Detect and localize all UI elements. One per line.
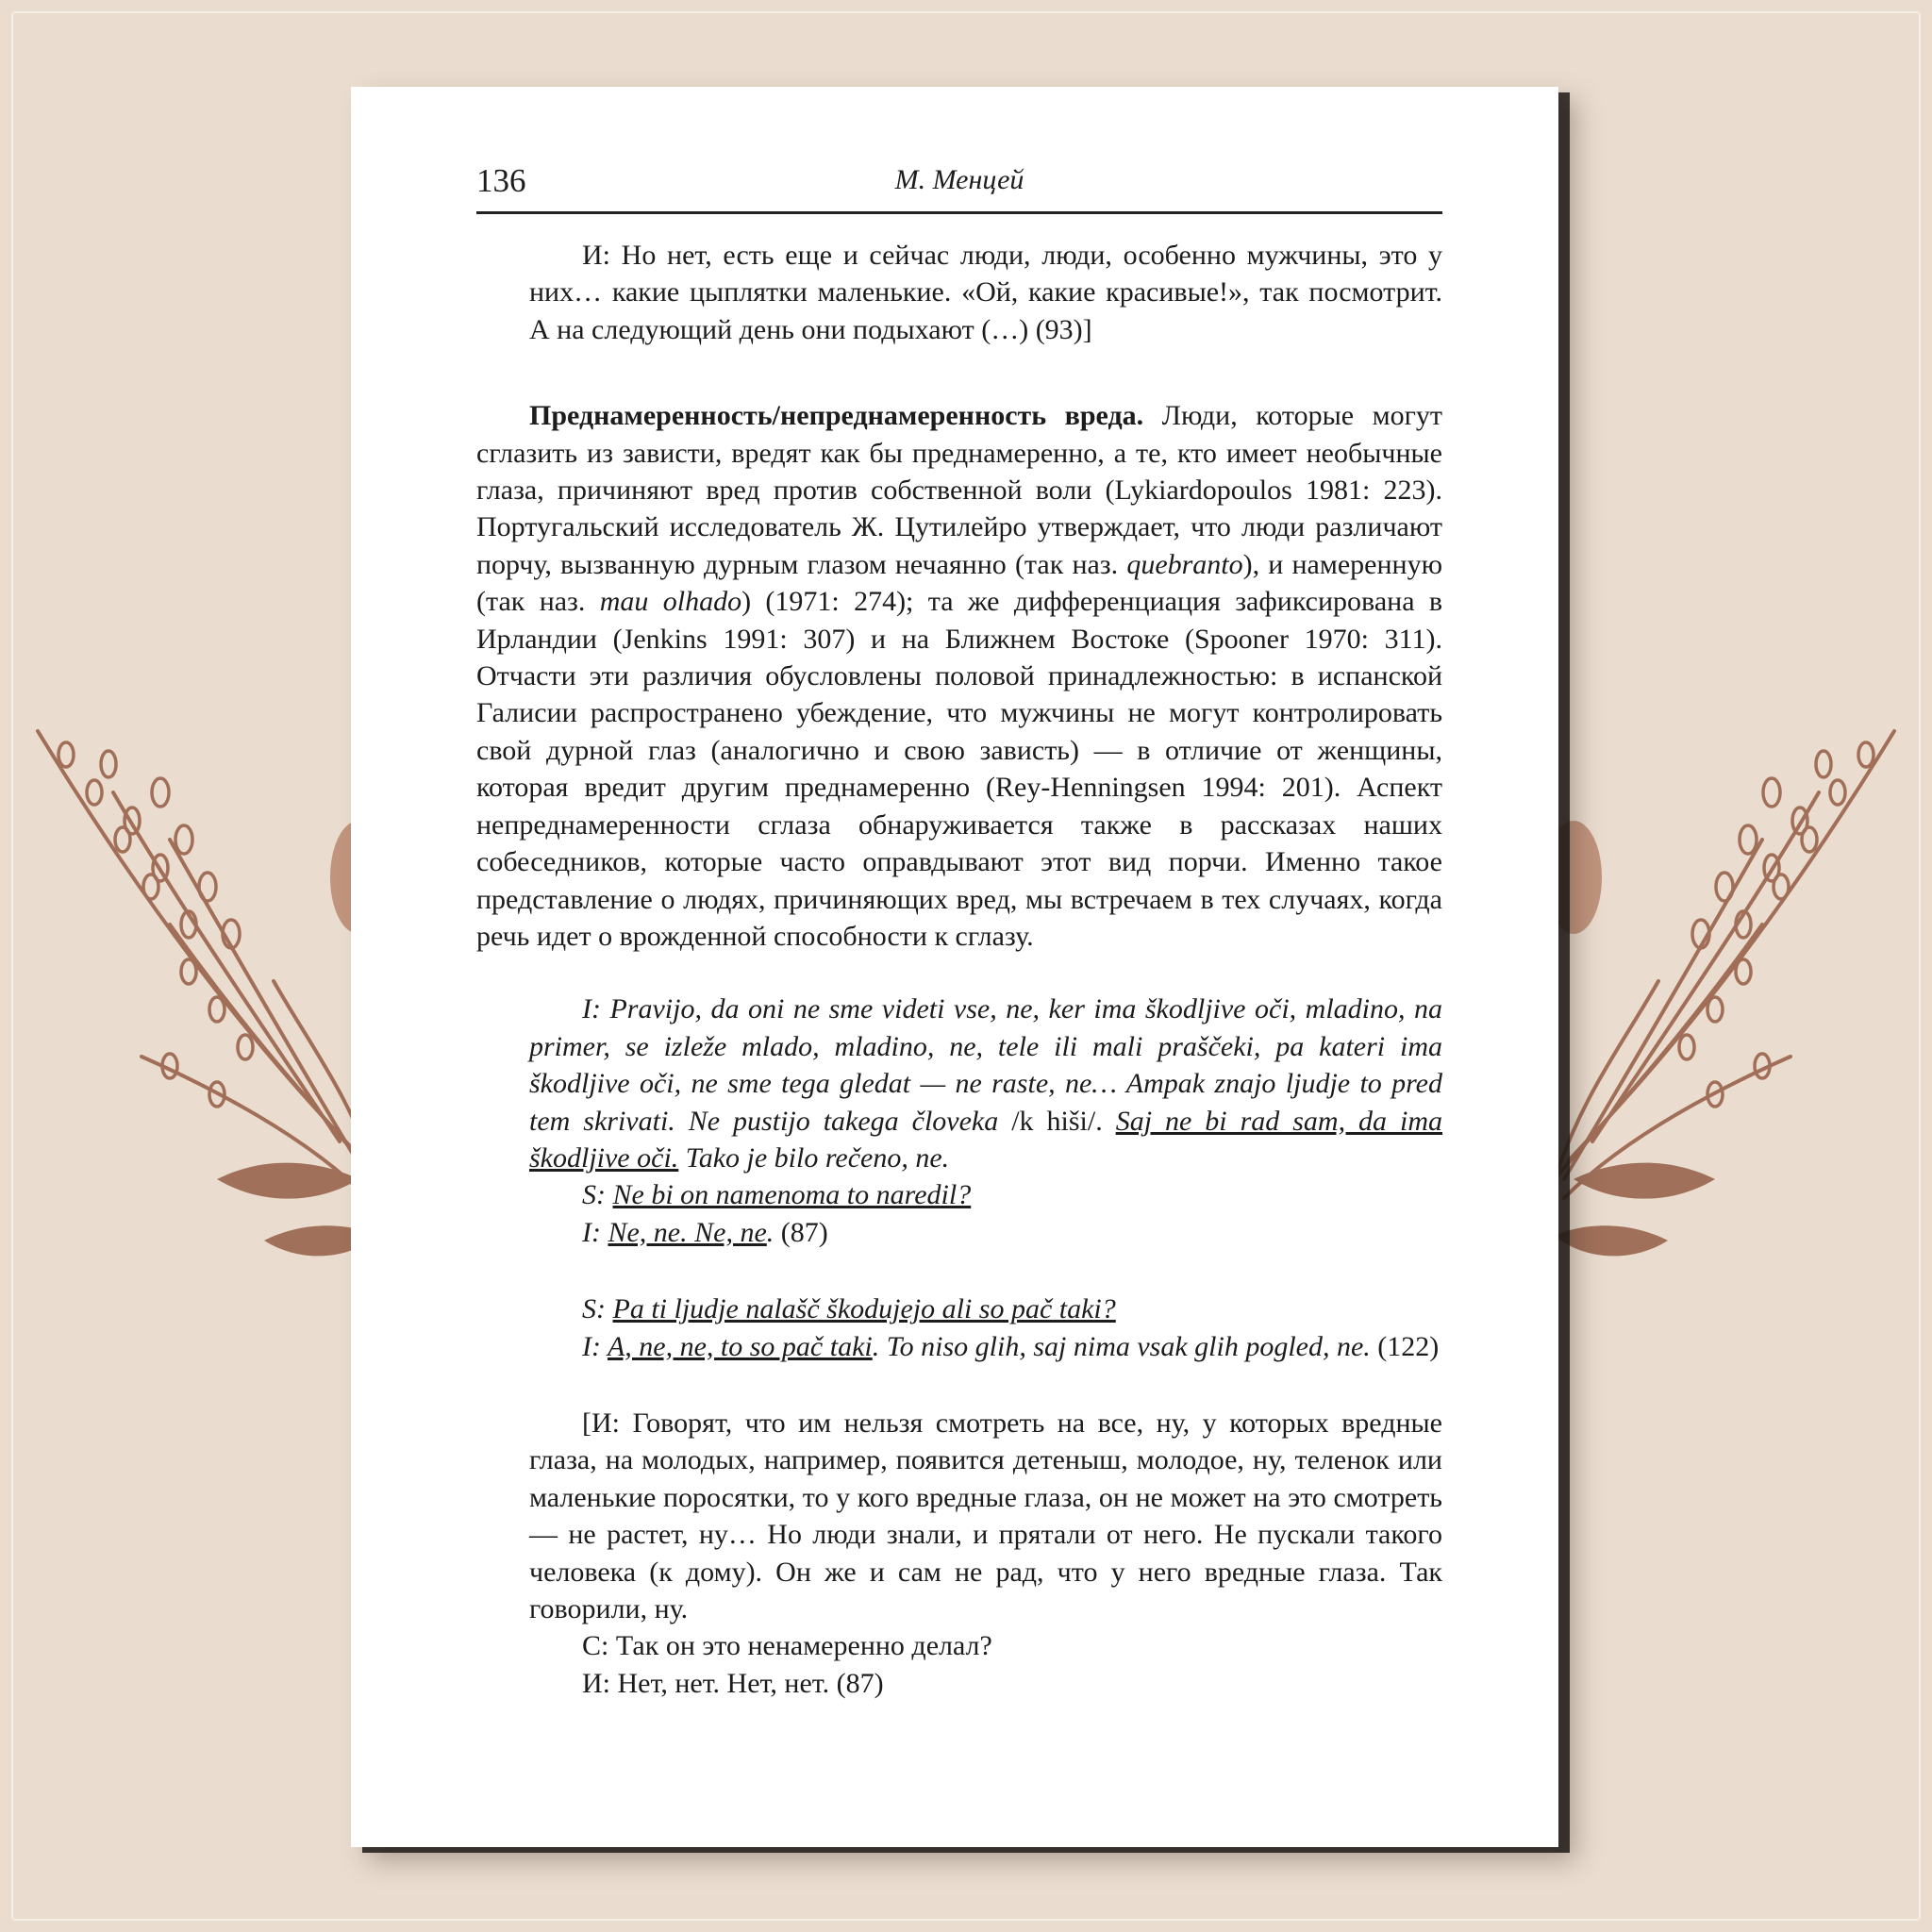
section-paragraph — [476, 397, 1442, 955]
slovene-ref-122: (122) — [1370, 1330, 1440, 1362]
slovene-i-underlined: Saj ne bi rad sam, da ima škodljive oči. — [529, 1105, 1443, 1174]
slovene-i2-underlined: Ne, ne. Ne, ne — [608, 1216, 767, 1248]
book-page — [351, 87, 1558, 1847]
section-heading: Преднамеренность/непреднамеренность вреда. — [529, 400, 1144, 432]
running-head — [476, 160, 1442, 214]
translation-question: С: Так он это ненамеренно делал? — [582, 1630, 992, 1662]
slovene-ref-87: (87) — [774, 1216, 828, 1248]
page-content — [476, 160, 1442, 1702]
slovene-quote-b-answer: I: A, ne, ne, to so pač taki. To niso glih, saj nima vsak glih pogled, ne. (122) — [582, 1330, 1440, 1362]
slovene-b-s-underlined: Pa ti ljudje nalašč škodujejo ali so pač taki? — [612, 1293, 1116, 1325]
slovene-b-i-underlined: A, ne, ne, to so pač taki — [607, 1330, 873, 1362]
slovene-i-insert: /k hiši/. — [1011, 1105, 1103, 1137]
translation-informant: [И: Говорят, что им нельзя смотреть на все, ну, у которых вредные глаза, на молодых, например, появится детеныш, молодое, ну, теленок или маленькие поросятки, то у кого вредные глаза, он не может на это смотреть — не растет, ну… Но люди знали, и прятали от него. Не пускали такого человека (к дому). Он же и сам не рад, что у него вредные глаза. Так говорили, ну. — [529, 1407, 1442, 1624]
term-quebranto: quebranto — [1126, 548, 1243, 580]
slovene-quote-informant — [529, 991, 1442, 1176]
term-mau-olhado: mau olhado — [599, 586, 742, 618]
slovene-i-text-1: I: Pravijo, da oni ne sme videti vse, ne, ker ima škodljive oči, mladino, na primer, se izleže mlado, mladino, ne, tele ili mali praščeki, pa kateri ima škodljive oči, ne sme tega gledat — ne raste, ne… Ampak znajo ljudje to pred tem skrivati. Ne pustijo takega človeka — [529, 993, 1442, 1137]
section-body-3: ) (1971: 274); та же дифференциация зафиксирована в Ирландии (Jenkins 1991: 307) и на Ближнем Востоке (Spooner 1970: 311). Отчасти эти различия обусловлены половой принадлежностью: в испанской Галисии распространено убеждение, что мужчины не могут контролировать свой дурной глаз (аналогично и свою зависть) — в отличие от женщины, которая вредит другим преднамеренно (Rey-Henningsen 1994: 201). Аспект непреднамеренности сглаза обнаруживается также в рассказах наших собеседников, которые часто оправдывают этот вид порчи. Именно такое представление о людях, причиняющих вред, мы встречаем в тех случаях, когда речь идет о врожденной способности к сглазу. — [476, 586, 1443, 952]
translation-answer: И: Нет, нет. Нет, нет. (87) — [582, 1667, 884, 1699]
page-number: 136 — [476, 162, 526, 199]
slovene-s-underlined: Ne bi on namenoma to naredil? — [612, 1179, 972, 1211]
decorative-branch-right — [1507, 651, 1904, 1274]
slovene-quote-answer: I: Ne, ne. Ne, ne. (87) — [582, 1216, 828, 1248]
slovene-quote-b-question: S: Pa ti ljudje nalašč škodujejo ali so pač taki? — [582, 1293, 1116, 1325]
quote-russian-1: И: Но нет, есть еще и сейчас люди, люди, особенно мужчины, это у них… какие цыплятки маленькие. «Ой, какие красивые!», так посмотрит. А на следующий день они подыхают (…) (93)] — [529, 240, 1442, 345]
slovene-i-text-2: Tako je bilo rečeno, ne. — [678, 1141, 950, 1174]
section-body-2: ), и намеренную (так наз. — [476, 548, 1442, 618]
running-title-author: М. Менцей — [894, 164, 1024, 195]
section-body-1: Люди, которые могут сглазить из зависти, вредят как бы преднамеренно, а те, кто имеет необычные глаза, причиняют вред против собственной воли (Lykiardopoulos 1981: 223). Португальский исследователь Ж. Цутилейро утверждает, что люди различают порчу, вызванную дурным глазом нечаянно (так наз. — [476, 400, 1442, 580]
slovene-quote-question: S: Ne bi on namenoma to naredil? — [582, 1179, 972, 1211]
